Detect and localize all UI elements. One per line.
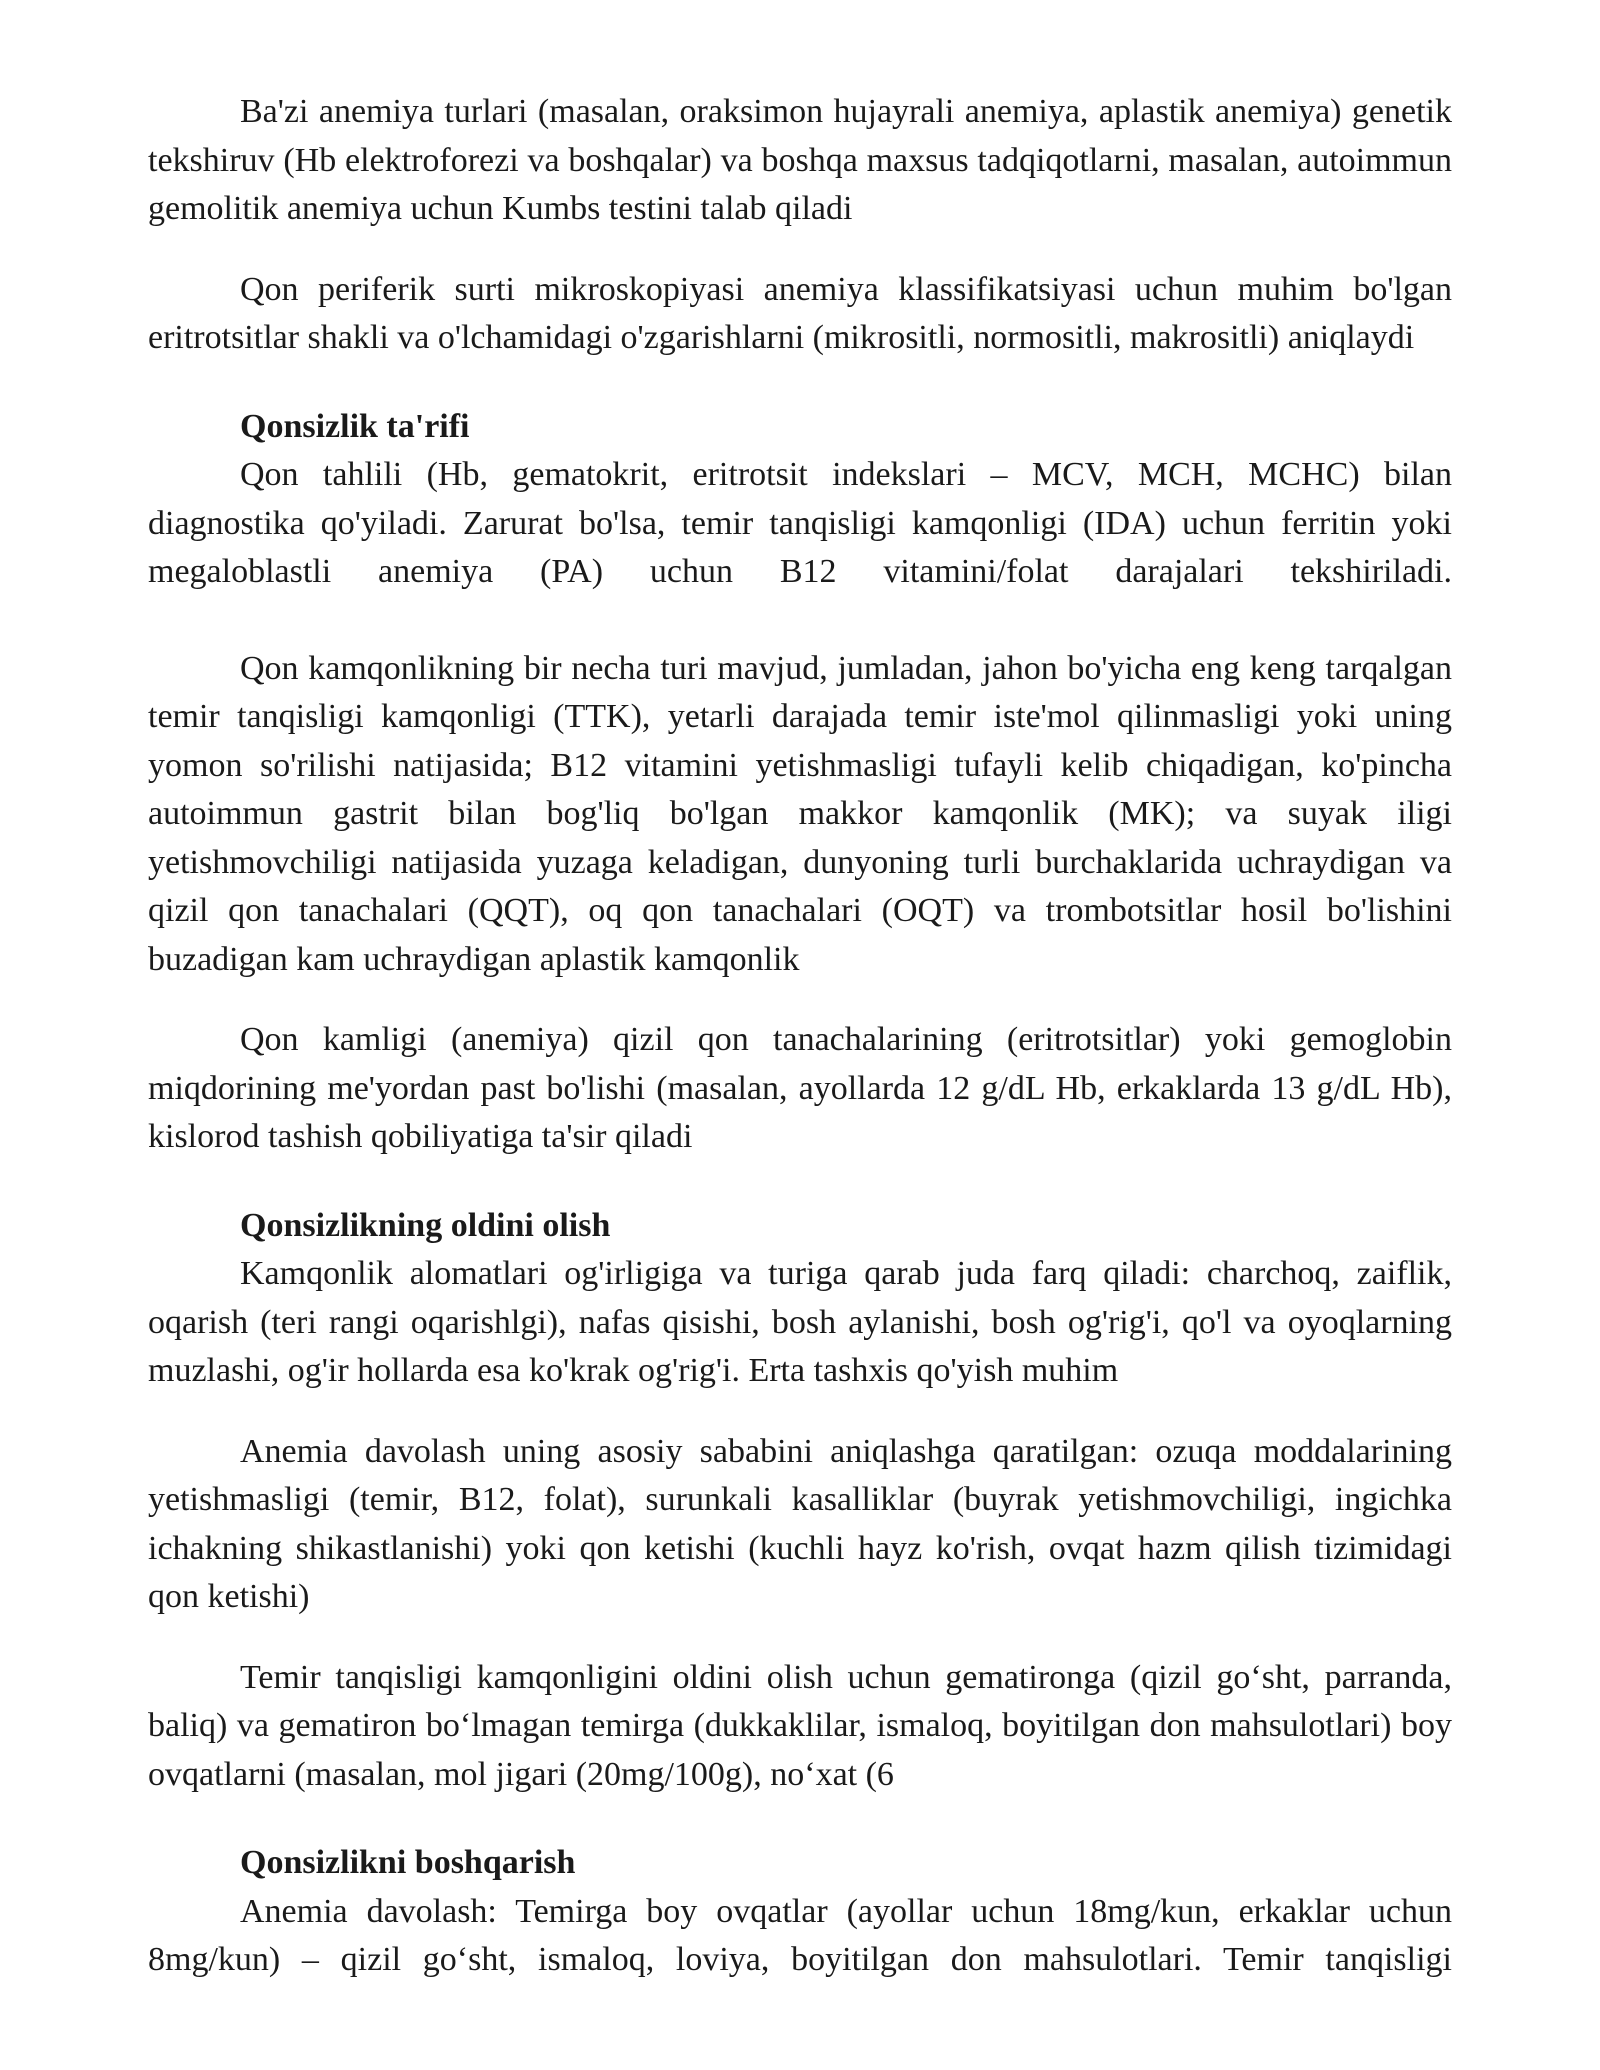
paragraph-spacer bbox=[148, 597, 1452, 645]
paragraph-anemia-genetic-tests: Ba'zi anemiya turlari (masalan, oraksimon hujayrali anemiya, aplastik anemiya) genetik tekshiruv (Hb elektroforezi va boshqalar) va boshqa maxsus tadqiqotlarni, masalan, autoimmun gemolitik anemiya uchun Kumbs testini talab qiladi bbox=[148, 93, 1452, 227]
paragraph-anemia-types: Qon kamqonlikning bir necha turi mavjud, jumladan, jahon bo'yicha eng keng tarqalgan temir tanqisligi kamqonligi (TTK), yetarli darajada temir iste'mol qilinmasligi yoki uning yomon so'rilishi natijasida; B12 vitamini yetishmasligi tufayli kelib chiqadigan, ko'pincha autoimmun gastrit bilan bog'liq bo'lgan makkor kamqonlik (MK); va suyak iligi yetishmovchiligi natijasida yuzaga keladigan, dunyoning turli burchaklarida uchraydigan va qizil qon tanachalari (QQT), oq qon tanachalari (OQT) va trombotsitlar hosil bo'lishini buzadigan kam uchraydigan aplastik kamqonlik bbox=[148, 649, 1452, 978]
heading-anemia-definition: Qonsizlik ta'rifi bbox=[240, 407, 470, 445]
paragraph-anemia-causes: Anemia davolash uning asosiy sababini aniqlashga qaratilgan: ozuqa moddalarining yetishmasligi (temir, B12, folat), surunkali kasalliklar (buyrak yetishmovchiligi, ingichka ichakning shikastlanishi) yoki qon ketishi (kuchli hayz ko'rish, ovqat hazm qilish tizimidagi qon ketishi) bbox=[148, 1432, 1452, 1615]
heading-anemia-management: Qonsizlikni boshqarish bbox=[240, 1844, 576, 1881]
paragraph-anemia-symptoms: Kamqonlik alomatlari og'irligiga va turiga qarab juda farq qiladi: charchoq, zaiflik, oqarish (teri rangi oqarishlgi), nafas qisishi, bosh aylanishi, bosh og'rig'i, qo'l va oyoqlarning muzlashi, og'ir hollarda esa ko'krak og'rig'i. Erta tashxis qo'yish muhim bbox=[148, 1255, 1452, 1389]
paragraph-anemia-treatment: Anemia davolash: Temirga boy ovqatlar (ayollar uchun 18mg/kun, erkaklar uchun 8mg/kun) – qizil go‘sht, ismaloq, loviya, boyitilgan don mahsulotlari. Temir tanqisligi bbox=[148, 1892, 1452, 1978]
paragraph-peripheral-smear: Qon periferik surti mikroskopiyasi anemiya klassifikatsiyasi uchun muhim bo'lgan eritrotsitlar shakli va o'lchamidagi o'zgarishlarni (mikrositli, normositli, makrositli) aniqlaydi bbox=[148, 270, 1452, 356]
paragraph-blood-test-diagnosis: Qon tahlili (Hb, gematokrit, eritrotsit indekslari – MCV, MCH, MCHC) bilan diagnostika qo'yiladi. Zarurat bo'lsa, temir tanqisligi kamqonligi (IDA) uchun ferritin yoki megaloblastli anemiya (PA) uchun B12 vitamini/folat darajalari tekshiriladi. bbox=[148, 456, 1452, 590]
heading-anemia-prevention: Qonsizlikning oldini olish bbox=[240, 1206, 611, 1244]
paragraph-iron-deficiency-prevention: Temir tanqisligi kamqonligini oldini olish uchun gematironga (qizil go‘sht, parranda, baliq) va gematiron bo‘lmagan temirga (dukkaklilar, ismaloq, boyitilgan don mahsulotlari) boy ovqatlarni (masalan, mol jigari (20mg/100g), no‘xat (6 bbox=[148, 1658, 1452, 1793]
paragraph-anemia-hemoglobin: Qon kamligi (anemiya) qizil qon tanachalarining (eritrotsitlar) yoki gemoglobin miqdorining me'yordan past bo'lishi (masalan, ayollarda 12 g/dL Hb, erkaklarda 13 g/dL Hb), kislorod tashish qobiliyatiga ta'sir qiladi bbox=[148, 1021, 1452, 1155]
